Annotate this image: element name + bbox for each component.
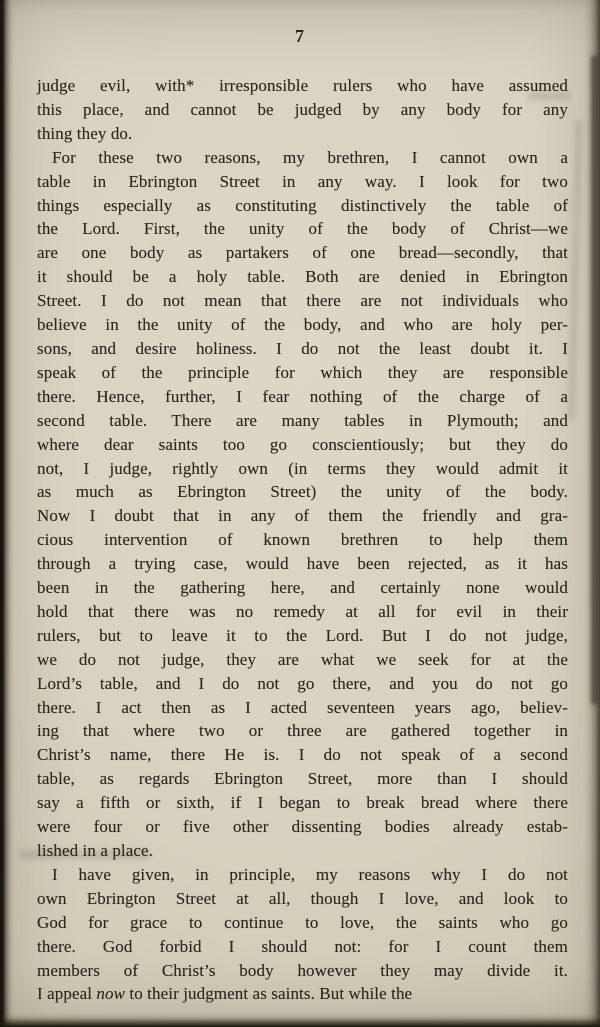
text-line: Christ’s name, there He is. I do not speak of a second: [37, 745, 568, 765]
text-line: For these two reasons, my brethren, I cannot own a: [52, 147, 568, 167]
show-through-smudge: [568, 120, 582, 420]
line-segment: I appeal: [37, 984, 97, 1004]
text-line: there. Hence, further, I fear nothing of the charge of a: [37, 386, 568, 406]
paragraph: [37, 863, 568, 1006]
text-line: say a fifth or sixth, if I began to break bread where there: [37, 793, 568, 813]
text-line: table, as regards Ebrington Street, more than I should: [37, 769, 568, 789]
text-line: been in the gathering here, and certainly none would: [37, 578, 568, 598]
text-line: Now I doubt that in any of them the friendly and gra-: [37, 506, 568, 526]
text-line: second table. There are many tables in Plymouth; and: [37, 410, 568, 430]
scan-edge-right: [584, 0, 600, 1027]
text-line: rulers, but to leave it to the Lord. But I do not judge,: [37, 625, 568, 645]
text-line: [37, 982, 568, 1006]
text-line: this place, and cannot be judged by any body for any: [37, 99, 568, 119]
text-line: not, I judge, rightly own (in terms they would admit it: [37, 458, 568, 478]
text-line: speak of the principle for which they are responsible: [37, 362, 568, 382]
text-line: Street. I do not mean that there are not individuals who: [37, 291, 568, 311]
line-segment: to their judgment as saints. But while the: [125, 984, 413, 1004]
text-line: it should be a holy table. Both are denied in Ebrington: [37, 267, 568, 287]
text-line: thing they do.: [37, 123, 133, 143]
text-line: as much as Ebrington Street) the unity of the body.: [37, 482, 568, 502]
text-line: were four or five other dissenting bodies already estab-: [37, 817, 568, 837]
text-line: cious intervention of known brethren to help them: [37, 530, 568, 550]
text-line: through a trying case, would have been rejected, as it has: [37, 554, 568, 574]
text-line: things especially as constituting distinctively the table of: [37, 195, 568, 215]
text-line: believe in the unity of the body, and who are holy per-: [37, 315, 568, 335]
text-line: sons, and desire holiness. I do not the least doubt it. I: [37, 338, 568, 358]
text-line: are one body as partakers of one bread—secondly, that: [37, 243, 568, 263]
text-line: I have given, in principle, my reasons why I do not: [52, 864, 568, 884]
text-line: members of Christ’s body however they may divide it.: [37, 960, 568, 980]
text-line: God for grace to continue to love, the saints who go: [37, 912, 568, 932]
paragraph: [37, 146, 568, 863]
text-line: judge evil, with* irresponsible rulers who have assumed: [37, 76, 568, 95]
paragraph: [37, 74, 568, 146]
scan-edge-left: [0, 0, 14, 1027]
text-line: table in Ebrington Street in any way. I look for two: [37, 171, 568, 191]
text-line: we do not judge, they are what we seek for at the: [37, 649, 568, 669]
text-line: there. I act then as I acted seventeen years ago, believ-: [37, 697, 568, 717]
page-number: 7: [295, 26, 305, 46]
text-line: own Ebrington Street at all, though I love, and look to: [37, 888, 568, 908]
italic-word: now: [96, 984, 126, 1004]
text-line: the Lord. First, the unity of the body of Christ—we: [37, 219, 568, 239]
text-line: ing that where two or three are gathered together in: [37, 721, 568, 741]
text-line: Lord’s table, and I do not go there, and you do not go: [37, 673, 568, 693]
text-line: there. God forbid I should not: for I count them: [37, 936, 568, 956]
scan-edge-bottom: [0, 1013, 600, 1027]
text-line: lished in a place.: [37, 841, 154, 860]
text-line: hold that there was no remedy at all for evil in their: [37, 601, 568, 621]
page-text-block: [37, 74, 568, 1006]
text-line: where dear saints too go conscientiously; but they do: [37, 434, 568, 454]
